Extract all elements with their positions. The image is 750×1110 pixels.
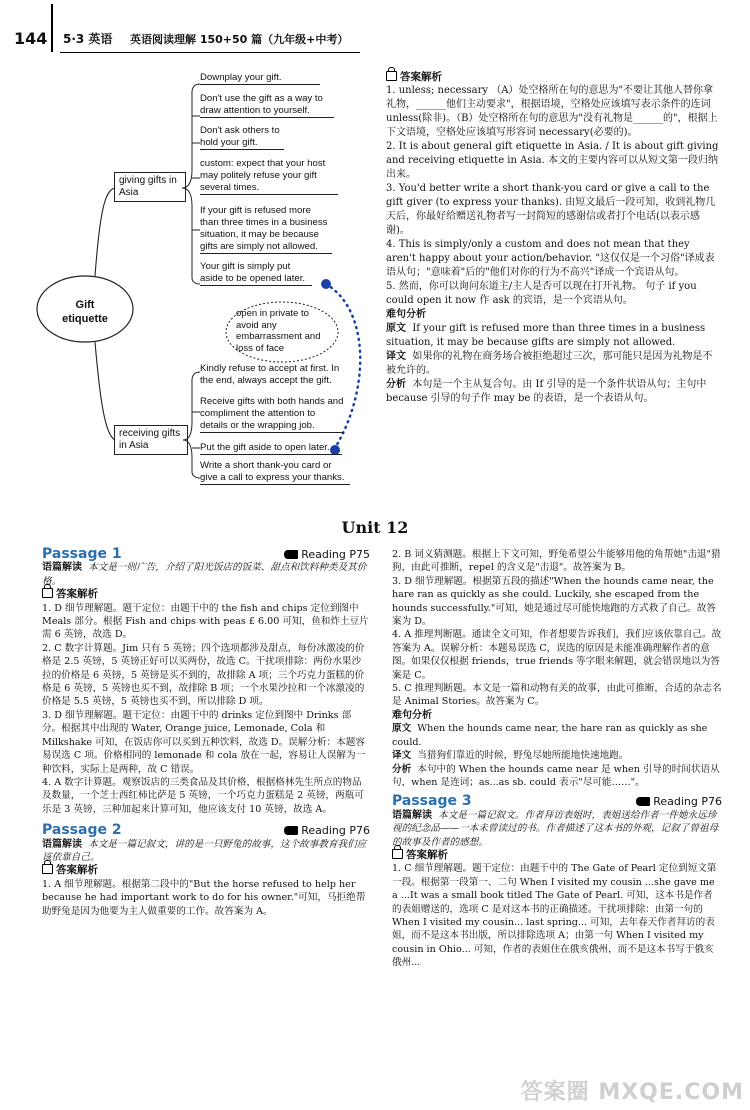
passage1-answer: 3. D 细节理解题。题干定位：由题干中的 drinks 定位到图中 Drinks 部分。根据其中出现的 Water, Orange juice, Lemonade, Cola 和 Milkshake 可知，在饭店你可以买到五种饮料，故选 D。误解分析：本题容易误选 C 项。价格相同的 lemonade 和 cola 放在一起，容易让人误解为一种饮料，实际上是两种，故 C 错误。: [42, 709, 366, 775]
mind-map-root: Gift etiquette: [62, 299, 108, 325]
oval-note: open in private to avoid any embarrassment and loss of face: [236, 308, 321, 354]
passage2-intro-label: 语篇解读: [42, 838, 82, 850]
pointing-hand-icon: [284, 550, 298, 559]
passage1-answer: 4. A 数字计算题。观察饭店的三类食品及其价格，根据格林先生所点的物品及数量，一个芝士西红柿比萨是 5 英镑，一个巧克力蛋糕是 2 英镑，两瓶可乐是 3 英镑，三种加起来计算可知，他应该支付 10 英镑，故选 A。: [42, 776, 364, 815]
passage1-answers-heading: 答案解析: [56, 588, 98, 601]
passage1-answer: 2. C 数字计算题。Jim 只有 5 英镑；四个选项都涉及甜点，每份冰激凌的价格是 2.5 英镑，5 英镑正好可以买两份，故选 C。干扰项排除：两份水果沙拉的价格是 6 英镑，5 英镑是买不到的，故排除 A 项；三个巧克力蛋糕的价格是 6 英镑，5 英镑也买不到，故排除 B 项；一个水果沙拉和一个冰激凌的价格是 5.5 英镑，5 英镑也买不到，所以排除 D 项。: [42, 642, 365, 708]
unit-title: Unit 12: [341, 518, 409, 537]
passage1-answer: 1. D 细节理解题。题干定位：由题干中的 the fish and chips 定位到图中 Meals 部分。根据 Fish and chips with peas £ 6.00 可知，鱼和炸土豆片需 6 英镑，故选 D。: [42, 602, 369, 641]
passage2-title: Passage 2: [42, 822, 122, 839]
passage3-intro-label: 语篇解读: [392, 809, 432, 821]
label-analysis: 分析: [392, 763, 412, 775]
book-subtitle: 英语阅读理解 150+50 篇（九年级+中考）: [130, 33, 349, 46]
passage3-answers-heading: 答案解析: [406, 848, 448, 861]
passage2-answer: 1. A 细节理解题。根据第二段中的"But the horse refused to help her because he had important work to do for his owner."可知，马拒绝帮助野兔是因为他要为主人做重要的工作。故答案为 A。: [42, 878, 366, 917]
passage2-answer: 4. A 推理判断题。通读全文可知，作者想要告诉我们，我们应该依靠自己。故答案为 A。误解分析：本题易误选 C，误选的原因是未能准确理解作者的意图。如果仅仅根据 friends，true friends 等字眼来解题，就会错误地以为答案是 C。: [392, 629, 722, 681]
answer-item: 3. You'd better write a short thank-you card or give a call to the gift giver (to express your thanks). 由短文最后一段可知，收到礼物几天后，你最好给赠送礼物者写一封简短的感谢信或者打个电话(以表示感谢)。: [386, 183, 716, 236]
difficult-sentence-title: 难句分析: [386, 309, 426, 320]
passage3-intro: 本文是一篇记叙文。作者拜访表姐时，表姐送给作者一件她永远珍视的纪念品——一本未曾读过的书。作者描述了这本书的外观，记叙了曾祖母的故事及作者的感想。: [392, 809, 719, 848]
page-number: 144: [14, 29, 48, 48]
book-brand: 5·3 英语: [63, 32, 113, 46]
passage2-answer: 5. C 推理判断题。本文是一篇和动物有关的故事，由此可推断，合适的杂志名是 Animal Stories。故答案为 C。: [392, 683, 722, 708]
receiving-item-1: Kindly refuse to accept at first. In the end, always accept the gift.: [200, 363, 340, 386]
label-translation: 译文: [386, 351, 406, 362]
giving-item-1: Downplay your gift.: [200, 72, 320, 85]
giving-item-2: Don't use the gift as a way to draw attention to yourself.: [200, 93, 334, 118]
answer-item: 2. It is about general gift etiquette in Asia. / It is about gift giving and receiving etiquette in Asia. 本文的主要内容可以从短文第一段归纳出来。: [386, 141, 719, 180]
passage3-reading-page: Reading P76: [653, 795, 722, 809]
header-rule: [60, 52, 360, 53]
lock-icon: [42, 864, 53, 874]
branch-giving-label: giving gifts in Asia: [114, 172, 186, 202]
lock-icon: [386, 71, 397, 81]
passage2-intro: 本文是一篇记叙文，讲的是一只野兔的故事，这个故事教育我们应该依靠自己。: [42, 838, 367, 863]
pointing-hand-icon: [284, 826, 298, 835]
giving-item-5: If your gift is refused more than three times in a business situation, it may be because gifts are simply not allowed.: [200, 205, 332, 254]
passage3-answer: 1. C 细节理解题。题干定位：由题干中的 The Gate of Pearl 定位到短文第一段。根据第一段第一、二句 When I visited my cousin ...she gave me a ...It was a small book titled The Gate of Pearl. 可知，这本书是作者的表姐赠送的，选项 C 是对这本书的正确描述。干扰项排除：由第一句的 When I visited my cousin... last spring... 可知，去年春天作者拜访的表姐，而不是这本书出版，所以排除选项 A；由第一句 When I visited my cousin in Ohio... 可知，作者的表姐住在俄亥俄州，而不是这本书写于俄亥俄州...: [392, 863, 717, 969]
watermark: 答案圈 MXQE.COM: [520, 1080, 744, 1105]
giving-item-4: custom: expect that your host may politely refuse your gift several times.: [200, 158, 338, 195]
pointing-hand-icon: [636, 797, 650, 806]
original-text: When the hounds came near, the hare ran as quickly as she could.: [392, 723, 708, 748]
original-text: If your gift is refused more than three times in a business situation, it may be because gifts are simply not allowed.: [386, 323, 706, 348]
right-column-bottom: [392, 548, 722, 970]
passage1-title: Passage 1: [42, 546, 122, 562]
passage2-answer: 2. B 词义猜测题。根据上下文可知，野兔希望公牛能够用他的角帮她"击退"猎狗，由此可推断，repel 的含义是"击退"。故答案为 B。: [392, 549, 721, 574]
mind-map-connectors: [0, 60, 380, 505]
passage2-answer: 3. D 细节理解题。根据第五段的描述"When the hounds came near, the hare ran as quickly as she could. Luckily, she escaped from the hounds successfully."可知，她是通过尽可能快地跑的方式救了自己。故答案为 D。: [392, 575, 716, 628]
answer-item: 4. This is simply/only a custom and does not mean that they aren't happy about your action/behavior. "这仅仅是一个习俗"译成表语从句；"意味着"后的"他们对你的行为不高兴"译成一个宾语从句。: [386, 239, 715, 278]
branch-receiving-label: receiving gifts in Asia: [114, 425, 188, 455]
passage1-intro-label: 语篇解读: [42, 562, 82, 574]
lock-icon: [392, 849, 403, 859]
analysis-text: 本句是一个主从复合句。由 If 引导的是一个条件状语从句；主句中 because 引导的句子作 may be 的表语，是一个表语从句。: [386, 379, 707, 404]
left-column: [42, 548, 370, 918]
page-header: [0, 0, 750, 60]
receiving-item-3: Put the gift aside to open later.: [200, 442, 342, 455]
answers-section-top: [386, 70, 722, 406]
label-original: 原文: [392, 723, 412, 735]
passage2-difficult-title: 难句分析: [392, 709, 432, 721]
passage2-answers-heading: 答案解析: [56, 864, 98, 877]
receiving-item-4: Write a short thank-you card or give a call to express your thanks.: [200, 460, 350, 485]
passage1-intro: 本文是一则广告，介绍了阳光饭店的饭菜、甜点和饮料种类及其价格。: [42, 562, 367, 587]
passage2-reading-page: Reading P76: [301, 824, 370, 838]
label-analysis: 分析: [386, 379, 406, 390]
label-translation: 译文: [392, 750, 412, 762]
receiving-item-2: Receive gifts with both hands and compliment the attention to details or the wrapping job.: [200, 396, 344, 431]
giving-item-6: Your gift is simply put aside to be opened later.: [200, 261, 312, 286]
passage3-title: Passage 3: [392, 793, 472, 810]
translation-text: 如果你的礼物在商务场合被拒绝超过三次，那可能只是因为礼物是不被允许的。: [386, 351, 713, 376]
passage1-reading-page: Reading P75: [301, 548, 370, 561]
answer-item: 5. 然而，你可以询问东道主/主人是否可以现在打开礼物。 句子 if you could open it now 作 ask 的宾语，是一个宾语从句。: [386, 281, 697, 306]
analysis-text: 本句中的 When the hounds came near 是 when 引导的时间状语从句，when 是连词；as...as sb. could 表示"尽可能……"。: [392, 763, 720, 788]
label-original: 原文: [386, 323, 406, 334]
header-divider: [51, 4, 53, 52]
translation-text: 当猎狗们靠近的时候，野兔尽她所能地快速地跑。: [417, 750, 629, 762]
giving-item-3: Don't ask others to hold your gift.: [200, 125, 284, 150]
answer-item: 1. unless; necessary （A）处空格所在句的意思为"不要让其他人替你拿礼物，______他们主动要求"，根据语境，空格处应该填写表示条件的连词 unless(除非)。（B）处空格所在句的意思为"没有礼物是______的"，根据上下文语境，空格处应该填写形容词 necessary(必要的)。: [386, 85, 718, 138]
mind-map: [0, 60, 380, 505]
answers-heading: 答案解析: [400, 71, 442, 83]
lock-icon: [42, 588, 53, 598]
